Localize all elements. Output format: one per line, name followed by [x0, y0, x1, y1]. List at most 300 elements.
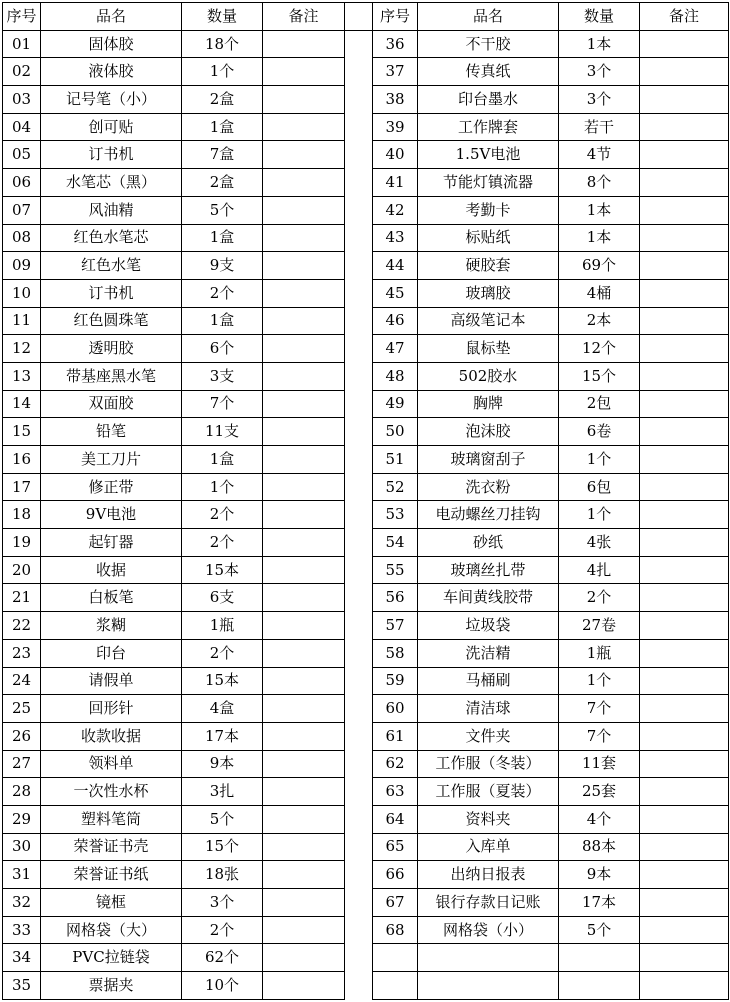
left-note-cell: [263, 916, 345, 944]
right-qty-cell: 3个: [559, 86, 640, 114]
left-item-name-cell: 铅笔: [41, 418, 182, 446]
left-item-name-cell: 荣誉证书纸: [41, 861, 182, 889]
column-gap: [345, 529, 373, 557]
left-item-name-cell: PVC拉链袋: [41, 944, 182, 972]
left-item-name-cell: 荣誉证书壳: [41, 833, 182, 861]
left-qty-cell: 18张: [182, 861, 263, 889]
right-qty-cell: 88本: [559, 833, 640, 861]
column-gap: [345, 805, 373, 833]
left-seq-cell: 05: [3, 141, 41, 169]
column-gap: [345, 889, 373, 917]
right-item-name-cell: 洗衣粉: [418, 473, 559, 501]
right-qty-cell: [559, 972, 640, 1000]
left-item-name-cell: 透明胶: [41, 335, 182, 363]
right-item-name-cell: 马桶刷: [418, 667, 559, 695]
right-item-name-cell: 502胶水: [418, 362, 559, 390]
right-seq-cell: 45: [373, 279, 418, 307]
right-seq-cell: 63: [373, 778, 418, 806]
left-seq-cell: 34: [3, 944, 41, 972]
left-seq-cell: 07: [3, 196, 41, 224]
table-row: [3, 58, 729, 86]
right-seq-cell: 61: [373, 722, 418, 750]
left-seq-cell: 32: [3, 889, 41, 917]
right-seq-cell: 44: [373, 252, 418, 280]
left-item-name-cell: 网格袋（大）: [41, 916, 182, 944]
right-item-name-cell: 不干胶: [418, 30, 559, 58]
column-gap: [345, 667, 373, 695]
column-gap: [345, 861, 373, 889]
left-item-name-cell: 印台: [41, 639, 182, 667]
table-row: [3, 722, 729, 750]
column-gap: [345, 279, 373, 307]
left-item-name-cell: 红色圆珠笔: [41, 307, 182, 335]
left-seq-cell: 11: [3, 307, 41, 335]
left-qty-cell: 10个: [182, 972, 263, 1000]
left-note-cell: [263, 972, 345, 1000]
left-seq-cell: 28: [3, 778, 41, 806]
left-item-name-cell: 领料单: [41, 750, 182, 778]
left-item-name-cell: 创可贴: [41, 113, 182, 141]
column-gap: [345, 695, 373, 723]
right-seq-cell: 47: [373, 335, 418, 363]
right-item-name-cell: 传真纸: [418, 58, 559, 86]
left-item-name-cell: 收据: [41, 556, 182, 584]
column-gap: [345, 335, 373, 363]
right-seq-cell: 41: [373, 169, 418, 197]
right-qty-cell: 4扎: [559, 556, 640, 584]
left-item-name-cell: 订书机: [41, 141, 182, 169]
right-note-cell: [640, 722, 729, 750]
left-item-name-cell: 一次性水杯: [41, 778, 182, 806]
column-gap: [345, 722, 373, 750]
column-gap: [345, 196, 373, 224]
right-item-name-cell: 胸牌: [418, 390, 559, 418]
left-note-cell: [263, 113, 345, 141]
column-gap: [345, 501, 373, 529]
right-qty-cell: 4节: [559, 141, 640, 169]
right-seq-cell: 54: [373, 529, 418, 557]
header-row: [3, 3, 729, 31]
left-seq-cell: 23: [3, 639, 41, 667]
right-item-name-cell: 鼠标垫: [418, 335, 559, 363]
table-row: [3, 196, 729, 224]
left-item-name-cell: 请假单: [41, 667, 182, 695]
left-seq-cell: 30: [3, 833, 41, 861]
left-qty-cell: 5个: [182, 805, 263, 833]
left-qty-cell: 1个: [182, 58, 263, 86]
right-qty-cell: 5个: [559, 916, 640, 944]
left-qty-cell: 3支: [182, 362, 263, 390]
right-qty-cell: 11套: [559, 750, 640, 778]
right-seq-cell: 56: [373, 584, 418, 612]
right-seq-cell: 39: [373, 113, 418, 141]
left-qty-cell: 11支: [182, 418, 263, 446]
header-name-left: 品名: [41, 3, 182, 31]
table-row: [3, 141, 729, 169]
left-note-cell: [263, 584, 345, 612]
left-qty-cell: 1盒: [182, 113, 263, 141]
table-row: [3, 944, 729, 972]
left-seq-cell: 13: [3, 362, 41, 390]
left-item-name-cell: 回形针: [41, 695, 182, 723]
left-note-cell: [263, 86, 345, 114]
right-item-name-cell: 资料夹: [418, 805, 559, 833]
right-seq-cell: 59: [373, 667, 418, 695]
left-seq-cell: 17: [3, 473, 41, 501]
right-note-cell: [640, 916, 729, 944]
left-seq-cell: 22: [3, 612, 41, 640]
left-item-name-cell: 液体胶: [41, 58, 182, 86]
table-row: [3, 972, 729, 1000]
left-seq-cell: 27: [3, 750, 41, 778]
left-item-name-cell: 白板笔: [41, 584, 182, 612]
left-qty-cell: 2盒: [182, 169, 263, 197]
column-gap: [345, 916, 373, 944]
column-gap: [345, 113, 373, 141]
left-note-cell: [263, 418, 345, 446]
right-note-cell: [640, 972, 729, 1000]
left-note-cell: [263, 446, 345, 474]
left-seq-cell: 16: [3, 446, 41, 474]
left-item-name-cell: 镜框: [41, 889, 182, 917]
right-qty-cell: 2个: [559, 584, 640, 612]
table-row: [3, 639, 729, 667]
right-item-name-cell: 入库单: [418, 833, 559, 861]
right-seq-cell: 55: [373, 556, 418, 584]
right-qty-cell: 1个: [559, 501, 640, 529]
left-item-name-cell: 美工刀片: [41, 446, 182, 474]
left-item-name-cell: 红色水笔芯: [41, 224, 182, 252]
right-qty-cell: 1本: [559, 30, 640, 58]
left-qty-cell: 7个: [182, 390, 263, 418]
right-qty-cell: 9本: [559, 861, 640, 889]
table-row: [3, 778, 729, 806]
left-qty-cell: 18个: [182, 30, 263, 58]
column-gap: [345, 169, 373, 197]
right-qty-cell: 4桶: [559, 279, 640, 307]
left-item-name-cell: 订书机: [41, 279, 182, 307]
left-qty-cell: 1瓶: [182, 612, 263, 640]
column-gap: [345, 556, 373, 584]
left-seq-cell: 26: [3, 722, 41, 750]
table-row: [3, 695, 729, 723]
column-gap: [345, 750, 373, 778]
left-note-cell: [263, 778, 345, 806]
right-qty-cell: 12个: [559, 335, 640, 363]
left-note-cell: [263, 501, 345, 529]
left-note-cell: [263, 196, 345, 224]
right-seq-cell: [373, 944, 418, 972]
left-note-cell: [263, 805, 345, 833]
left-item-name-cell: 塑料笔筒: [41, 805, 182, 833]
right-item-name-cell: 玻璃窗刮子: [418, 446, 559, 474]
left-note-cell: [263, 889, 345, 917]
table-row: [3, 86, 729, 114]
right-seq-cell: 51: [373, 446, 418, 474]
left-note-cell: [263, 695, 345, 723]
right-note-cell: [640, 362, 729, 390]
right-item-name-cell: 玻璃丝扎带: [418, 556, 559, 584]
column-gap: [345, 473, 373, 501]
left-qty-cell: 6个: [182, 335, 263, 363]
left-item-name-cell: 修正带: [41, 473, 182, 501]
column-gap: [345, 252, 373, 280]
table-row: [3, 113, 729, 141]
table-row: [3, 307, 729, 335]
left-item-name-cell: 票据夹: [41, 972, 182, 1000]
right-item-name-cell: 砂纸: [418, 529, 559, 557]
left-note-cell: [263, 612, 345, 640]
left-note-cell: [263, 141, 345, 169]
right-note-cell: [640, 141, 729, 169]
left-note-cell: [263, 390, 345, 418]
right-qty-cell: 6包: [559, 473, 640, 501]
left-qty-cell: 9本: [182, 750, 263, 778]
header-qty-left: 数量: [182, 3, 263, 31]
right-seq-cell: 65: [373, 833, 418, 861]
column-gap: [345, 30, 373, 58]
column-gap: [345, 390, 373, 418]
left-note-cell: [263, 58, 345, 86]
left-qty-cell: 2个: [182, 501, 263, 529]
right-item-name-cell: 工作牌套: [418, 113, 559, 141]
left-item-name-cell: 带基座黑水笔: [41, 362, 182, 390]
right-note-cell: [640, 86, 729, 114]
right-note-cell: [640, 889, 729, 917]
right-qty-cell: 1本: [559, 196, 640, 224]
right-seq-cell: 62: [373, 750, 418, 778]
right-qty-cell: 1本: [559, 224, 640, 252]
left-qty-cell: 1盒: [182, 446, 263, 474]
right-seq-cell: 57: [373, 612, 418, 640]
left-seq-cell: 29: [3, 805, 41, 833]
column-gap: [345, 58, 373, 86]
left-qty-cell: 4盒: [182, 695, 263, 723]
table-row: [3, 446, 729, 474]
left-seq-cell: 18: [3, 501, 41, 529]
right-qty-cell: 27卷: [559, 612, 640, 640]
table-row: [3, 584, 729, 612]
left-seq-cell: 01: [3, 30, 41, 58]
right-note-cell: [640, 501, 729, 529]
right-note-cell: [640, 695, 729, 723]
column-gap: [345, 944, 373, 972]
right-item-name-cell: [418, 972, 559, 1000]
table-row: [3, 30, 729, 58]
right-note-cell: [640, 750, 729, 778]
right-qty-cell: 25套: [559, 778, 640, 806]
column-gap: [345, 778, 373, 806]
right-qty-cell: 2包: [559, 390, 640, 418]
table-row: [3, 750, 729, 778]
right-item-name-cell: 印台墨水: [418, 86, 559, 114]
right-item-name-cell: 车间黄线胶带: [418, 584, 559, 612]
right-seq-cell: 52: [373, 473, 418, 501]
right-item-name-cell: [418, 944, 559, 972]
right-seq-cell: 42: [373, 196, 418, 224]
column-gap: [345, 972, 373, 1000]
column-gap: [345, 446, 373, 474]
right-item-name-cell: 文件夹: [418, 722, 559, 750]
table-body: [3, 30, 729, 999]
left-item-name-cell: 风油精: [41, 196, 182, 224]
left-seq-cell: 04: [3, 113, 41, 141]
right-seq-cell: 64: [373, 805, 418, 833]
left-qty-cell: 15本: [182, 556, 263, 584]
right-item-name-cell: 工作服（冬装）: [418, 750, 559, 778]
header-name-right: 品名: [418, 3, 559, 31]
right-note-cell: [640, 446, 729, 474]
right-note-cell: [640, 252, 729, 280]
right-note-cell: [640, 944, 729, 972]
right-qty-cell: 15个: [559, 362, 640, 390]
left-note-cell: [263, 722, 345, 750]
column-gap: [345, 3, 373, 31]
right-qty-cell: 若干: [559, 113, 640, 141]
left-qty-cell: 2个: [182, 279, 263, 307]
left-item-name-cell: 起钉器: [41, 529, 182, 557]
left-seq-cell: 08: [3, 224, 41, 252]
left-note-cell: [263, 362, 345, 390]
left-note-cell: [263, 473, 345, 501]
right-item-name-cell: 高级笔记本: [418, 307, 559, 335]
right-item-name-cell: 硬胶套: [418, 252, 559, 280]
right-seq-cell: 50: [373, 418, 418, 446]
left-qty-cell: 1盒: [182, 307, 263, 335]
table-row: [3, 390, 729, 418]
right-note-cell: [640, 473, 729, 501]
right-qty-cell: 4张: [559, 529, 640, 557]
left-seq-cell: 10: [3, 279, 41, 307]
left-qty-cell: 1盒: [182, 224, 263, 252]
right-note-cell: [640, 529, 729, 557]
left-note-cell: [263, 556, 345, 584]
supplies-inventory-table: [2, 2, 729, 1000]
right-item-name-cell: 标贴纸: [418, 224, 559, 252]
right-note-cell: [640, 113, 729, 141]
right-seq-cell: 43: [373, 224, 418, 252]
table-row: [3, 916, 729, 944]
left-seq-cell: 09: [3, 252, 41, 280]
left-note-cell: [263, 750, 345, 778]
left-note-cell: [263, 944, 345, 972]
left-qty-cell: 3扎: [182, 778, 263, 806]
right-qty-cell: 69个: [559, 252, 640, 280]
table-row: [3, 889, 729, 917]
right-item-name-cell: 网格袋（小）: [418, 916, 559, 944]
right-qty-cell: 3个: [559, 58, 640, 86]
column-gap: [345, 224, 373, 252]
column-gap: [345, 418, 373, 446]
table-row: [3, 335, 729, 363]
left-item-name-cell: 双面胶: [41, 390, 182, 418]
left-note-cell: [263, 30, 345, 58]
left-seq-cell: 14: [3, 390, 41, 418]
table-row: [3, 833, 729, 861]
column-gap: [345, 86, 373, 114]
left-qty-cell: 2个: [182, 529, 263, 557]
right-note-cell: [640, 805, 729, 833]
header-seq-left: 序号: [3, 3, 41, 31]
left-note-cell: [263, 639, 345, 667]
left-qty-cell: 17本: [182, 722, 263, 750]
right-seq-cell: 66: [373, 861, 418, 889]
column-gap: [345, 584, 373, 612]
table-row: [3, 529, 729, 557]
left-seq-cell: 35: [3, 972, 41, 1000]
left-qty-cell: 7盒: [182, 141, 263, 169]
right-seq-cell: 68: [373, 916, 418, 944]
header-seq-right: 序号: [373, 3, 418, 31]
right-note-cell: [640, 418, 729, 446]
left-seq-cell: 02: [3, 58, 41, 86]
column-gap: [345, 833, 373, 861]
right-qty-cell: 6卷: [559, 418, 640, 446]
right-item-name-cell: 出纳日报表: [418, 861, 559, 889]
table-row: [3, 279, 729, 307]
left-note-cell: [263, 667, 345, 695]
table-row: [3, 169, 729, 197]
right-item-name-cell: 工作服（夏装）: [418, 778, 559, 806]
right-seq-cell: 36: [373, 30, 418, 58]
right-note-cell: [640, 335, 729, 363]
left-seq-cell: 31: [3, 861, 41, 889]
left-note-cell: [263, 169, 345, 197]
table-row: [3, 473, 729, 501]
column-gap: [345, 307, 373, 335]
column-gap: [345, 639, 373, 667]
left-seq-cell: 24: [3, 667, 41, 695]
left-qty-cell: 9支: [182, 252, 263, 280]
right-seq-cell: 46: [373, 307, 418, 335]
right-seq-cell: 40: [373, 141, 418, 169]
left-note-cell: [263, 861, 345, 889]
table-row: [3, 861, 729, 889]
right-seq-cell: 60: [373, 695, 418, 723]
left-qty-cell: 6支: [182, 584, 263, 612]
right-qty-cell: 7个: [559, 722, 640, 750]
table-row: [3, 362, 729, 390]
column-gap: [345, 362, 373, 390]
left-qty-cell: 1个: [182, 473, 263, 501]
right-note-cell: [640, 584, 729, 612]
left-note-cell: [263, 224, 345, 252]
right-qty-cell: 2本: [559, 307, 640, 335]
right-seq-cell: 38: [373, 86, 418, 114]
left-seq-cell: 15: [3, 418, 41, 446]
right-qty-cell: 1个: [559, 446, 640, 474]
right-item-name-cell: 银行存款日记账: [418, 889, 559, 917]
right-note-cell: [640, 196, 729, 224]
right-note-cell: [640, 58, 729, 86]
left-qty-cell: 2个: [182, 916, 263, 944]
right-seq-cell: 48: [373, 362, 418, 390]
right-qty-cell: 1个: [559, 667, 640, 695]
right-item-name-cell: 洗洁精: [418, 639, 559, 667]
left-item-name-cell: 记号笔（小）: [41, 86, 182, 114]
left-note-cell: [263, 279, 345, 307]
left-item-name-cell: 固体胶: [41, 30, 182, 58]
right-seq-cell: [373, 972, 418, 1000]
column-gap: [345, 612, 373, 640]
right-qty-cell: 8个: [559, 169, 640, 197]
right-seq-cell: 67: [373, 889, 418, 917]
left-item-name-cell: 浆糊: [41, 612, 182, 640]
left-qty-cell: 62个: [182, 944, 263, 972]
right-note-cell: [640, 778, 729, 806]
right-note-cell: [640, 169, 729, 197]
right-qty-cell: [559, 944, 640, 972]
